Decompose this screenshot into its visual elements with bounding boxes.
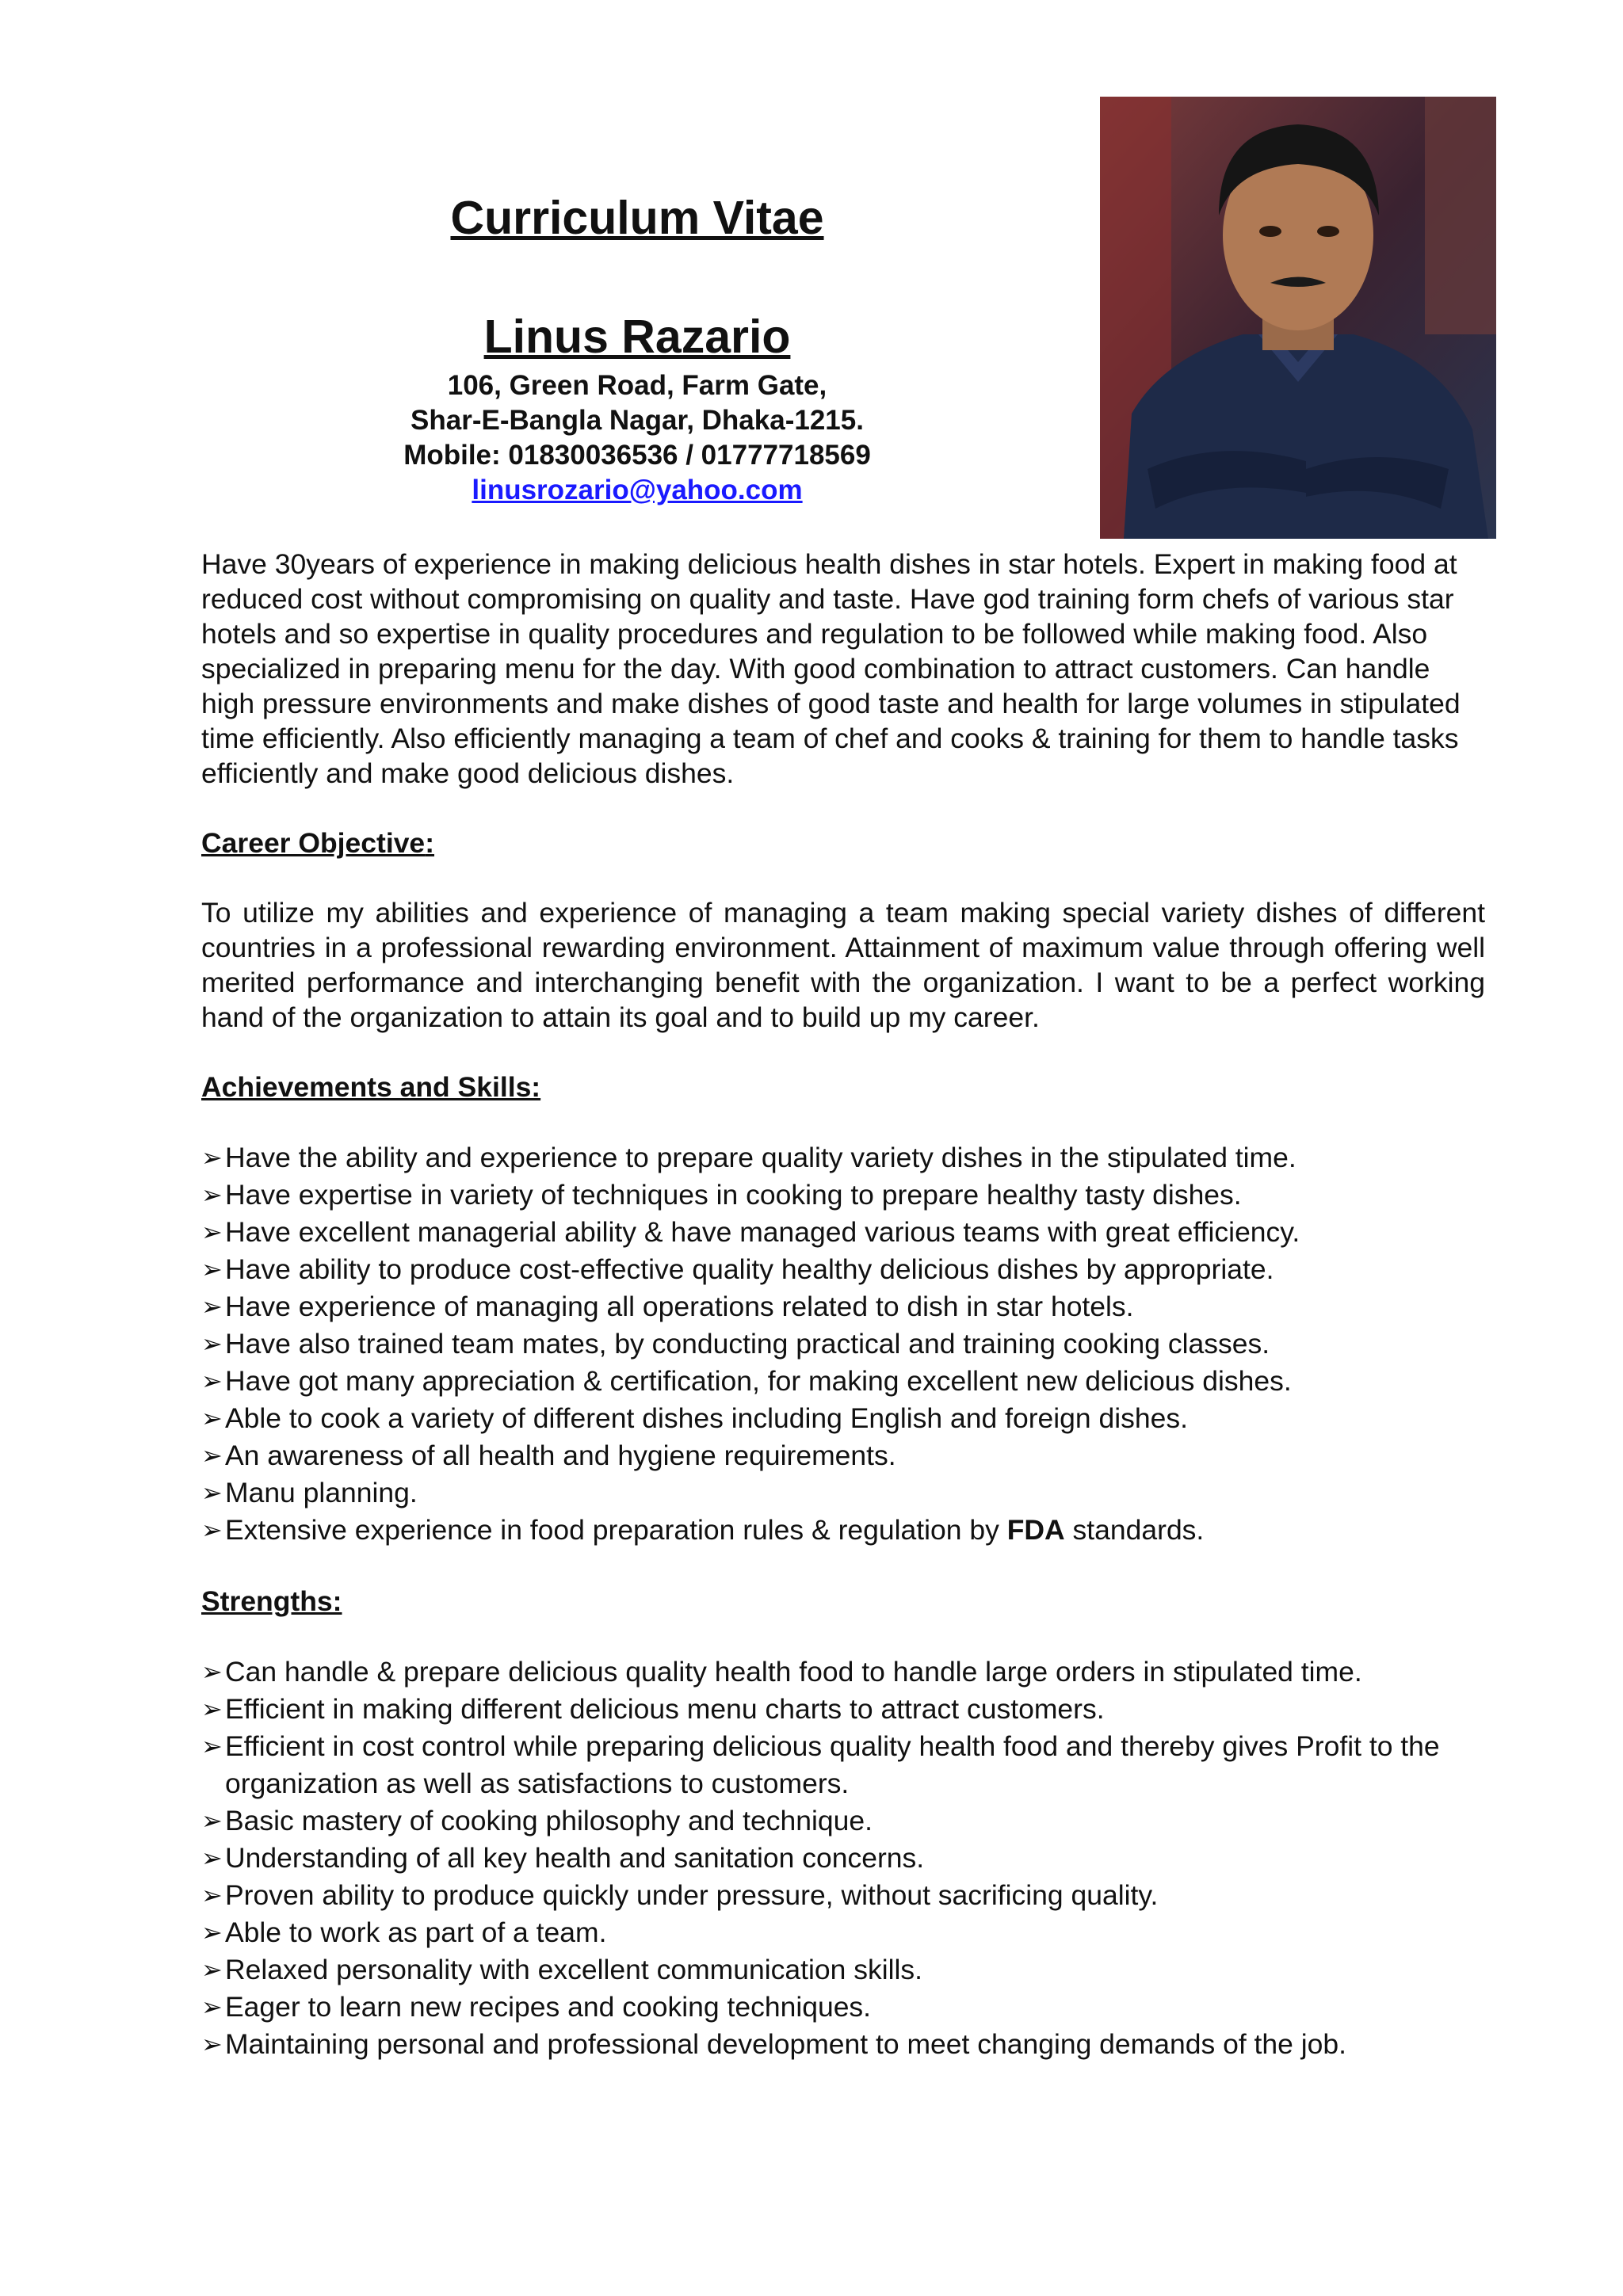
cv-body <box>201 547 1485 2063</box>
candidate-name: Linus Razario <box>483 311 791 363</box>
list-item <box>201 1437 1485 1474</box>
strength-text: Efficient in cost control while preparing delicious quality health food and thereby gives Profit to the organization as well as satisfactions to customers. <box>225 1730 1440 1799</box>
career-objective-heading-label: Career Objective <box>201 827 426 859</box>
arrow-bullet-icon: ➢ <box>201 1844 223 1872</box>
arrow-bullet-icon: ➢ <box>201 1516 223 1544</box>
arrow-bullet-icon: ➢ <box>201 1993 223 2021</box>
address-line-1: 106, Green Road, Farm Gate, <box>447 370 827 401</box>
strength-text: Able to work as part of a team. <box>225 1917 607 1948</box>
chef-portrait-icon <box>1100 97 1496 539</box>
list-item <box>201 1691 1485 1728</box>
achievements-list <box>201 1139 1485 1549</box>
achievement-text: Manu planning. <box>225 1477 418 1508</box>
arrow-bullet-icon: ➢ <box>201 1143 223 1172</box>
strength-text: Understanding of all key health and sanitation concerns. <box>225 1842 925 1874</box>
list-item <box>201 1251 1485 1288</box>
strength-text: Basic mastery of cooking philosophy and technique. <box>225 1805 873 1836</box>
list-item <box>201 1914 1485 1951</box>
list-item <box>201 1214 1485 1251</box>
strength-text: Eager to learn new recipes and cooking techniques. <box>225 1991 872 2023</box>
career-objective-text: To utilize my abilities and experience of managing a team making special variety dishes of different countries in a professional rewarding environment. Attainment of maximum value through offering well merited performance and interchanging benefit with the organization. I want to be a perfect working hand of the organization to attain its goal and to build up my career. <box>201 897 1485 1033</box>
list-item <box>201 1288 1485 1325</box>
contact-block <box>317 368 957 508</box>
achievement-text-suffix: standards. <box>1064 1514 1205 1546</box>
achievement-text: Able to cook a variety of different dishes including English and foreign dishes. <box>225 1402 1188 1434</box>
arrow-bullet-icon: ➢ <box>201 1218 223 1246</box>
fda-emphasis: FDA <box>1006 1514 1065 1546</box>
strength-text: Can handle & prepare delicious quality health food to handle large orders in stipulated time. <box>225 1656 1362 1688</box>
strengths-list <box>201 1653 1485 2063</box>
achievement-text <box>225 1512 1485 1549</box>
arrow-bullet-icon: ➢ <box>201 1806 223 1835</box>
arrow-bullet-icon: ➢ <box>201 1955 223 1984</box>
achievement-text: An awareness of all health and hygiene requirements. <box>225 1440 896 1471</box>
arrow-bullet-icon: ➢ <box>201 1881 223 1909</box>
summary-paragraph: Have 30years of experience in making delicious health dishes in star hotels. Expert in making food at reduced cost without compromising on quality and taste. Have god training form chefs of various star hotels and so expertise in quality procedures and regulation to be followed while making food. Also specialized in preparing menu for the day. With good combination to attract customers. Can handle high pressure environments and make dishes of good taste and health for large volumes in stipulated time efficiently. Also efficiently managing a team of chef and cooks & training for them to handle tasks efficiently and make good delicious dishes. <box>201 548 1461 789</box>
list-item <box>201 1400 1485 1437</box>
arrow-bullet-icon: ➢ <box>201 1918 223 1947</box>
address-line-2: Shar-E-Bangla Nagar, Dhaka-1215. <box>411 405 864 436</box>
list-item <box>201 1653 1485 1691</box>
strength-text: Proven ability to produce quickly under pressure, without sacrificing quality. <box>225 1879 1159 1911</box>
strength-text: Efficient in making different delicious menu charts to attract customers. <box>225 1693 1105 1725</box>
arrow-bullet-icon: ➢ <box>201 1695 223 1723</box>
list-item <box>201 1325 1485 1363</box>
list-item <box>201 1177 1485 1214</box>
achievements-heading: Achievements and Skills: <box>201 1071 541 1103</box>
list-item <box>201 1363 1485 1400</box>
arrow-bullet-icon: ➢ <box>201 1329 223 1358</box>
achievement-text: Have got many appreciation & certification, for making excellent new delicious dishes. <box>225 1365 1292 1397</box>
strengths-heading: Strengths: <box>201 1585 342 1617</box>
list-item <box>201 1877 1485 1914</box>
arrow-bullet-icon: ➢ <box>201 1441 223 1470</box>
arrow-bullet-icon: ➢ <box>201 1180 223 1209</box>
arrow-bullet-icon: ➢ <box>201 1255 223 1283</box>
list-item <box>201 1840 1485 1877</box>
list-item <box>201 1474 1485 1512</box>
career-objective-heading: Career Objective: <box>201 827 435 859</box>
achievement-text-prefix: Extensive experience in food preparation rules & regulation by <box>225 1514 1007 1546</box>
strength-text: Maintaining personal and professional development to meet changing demands of the job. <box>225 2028 1347 2060</box>
list-item <box>201 1989 1485 2026</box>
mobile-number: Mobile: 01830036536 / 01777718569 <box>403 440 871 471</box>
achievement-text: Have expertise in variety of techniques in cooking to prepare healthy tasty dishes. <box>225 1179 1242 1211</box>
arrow-bullet-icon: ➢ <box>201 1404 223 1432</box>
achievement-text: Have experience of managing all operations related to dish in star hotels. <box>225 1291 1134 1322</box>
achievement-text: Have the ability and experience to prepare quality variety dishes in the stipulated time. <box>225 1142 1296 1173</box>
arrow-bullet-icon: ➢ <box>201 1478 223 1507</box>
list-item <box>201 1802 1485 1840</box>
list-item <box>201 1139 1485 1177</box>
list-item <box>201 1728 1485 1802</box>
achievement-text: Have excellent managerial ability & have managed various teams with great efficiency. <box>225 1216 1300 1248</box>
arrow-bullet-icon: ➢ <box>201 1732 223 1760</box>
arrow-bullet-icon: ➢ <box>201 1367 223 1395</box>
achievement-text: Have also trained team mates, by conducting practical and training cooking classes. <box>225 1328 1270 1360</box>
list-item <box>201 1512 1485 1549</box>
arrow-bullet-icon: ➢ <box>201 2030 223 2058</box>
list-item <box>201 2026 1485 2063</box>
email-link[interactable]: linusrozario@yahoo.com <box>472 475 803 505</box>
list-item <box>201 1951 1485 1989</box>
arrow-bullet-icon: ➢ <box>201 1657 223 1686</box>
strength-text: Relaxed personality with excellent communication skills. <box>225 1954 922 1985</box>
profile-photo <box>1100 97 1496 539</box>
arrow-bullet-icon: ➢ <box>201 1292 223 1321</box>
achievement-text: Have ability to produce cost-effective quality healthy delicious dishes by appropriate. <box>225 1253 1274 1285</box>
document-title: Curriculum Vitae <box>450 192 824 244</box>
